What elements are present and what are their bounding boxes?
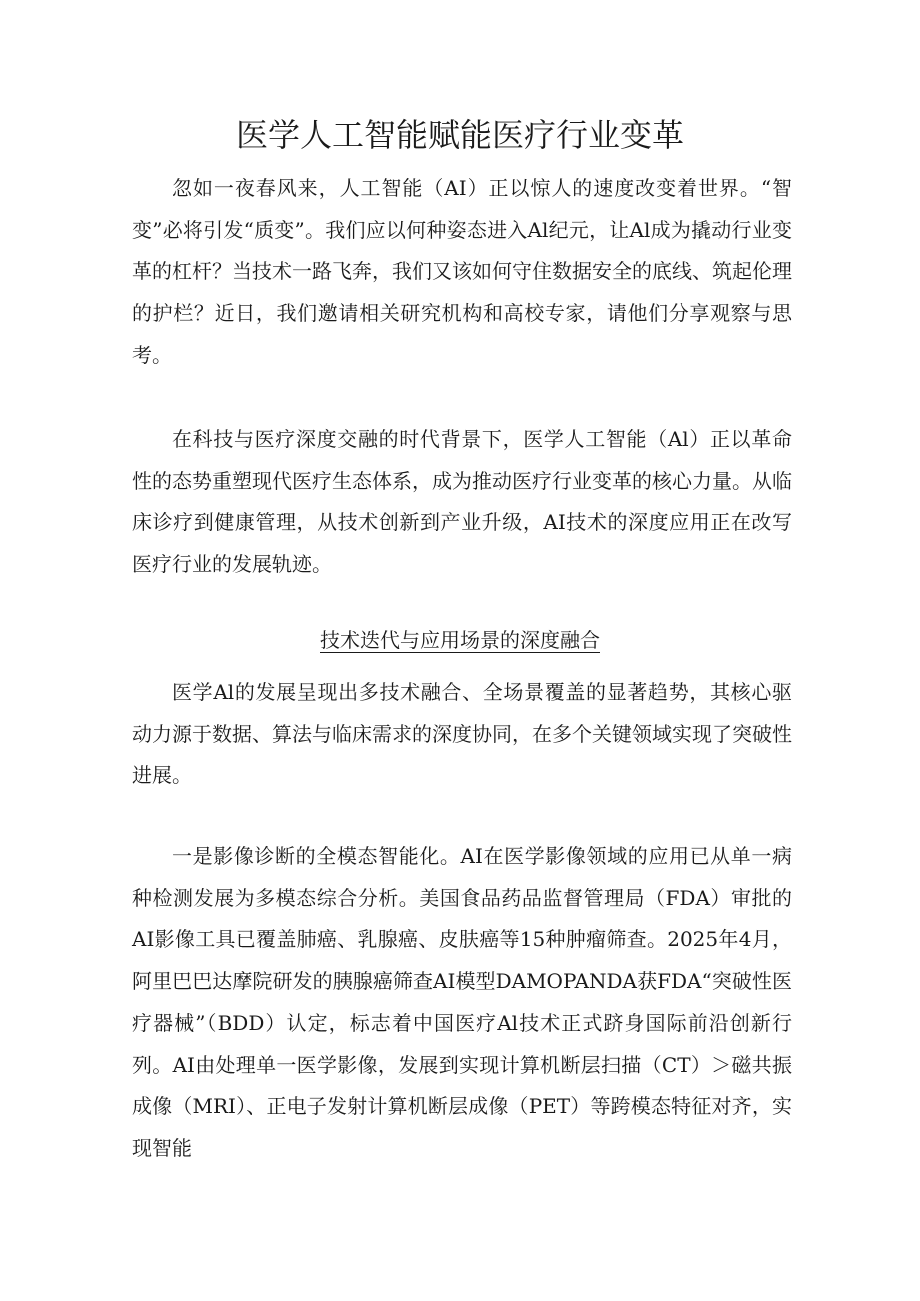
intro-paragraph-2: 在科技与医疗深度交融的时代背景下，医学人工智能（Al）正以革命性的态势重塑现代医疗生态体系，成为推动医疗行业变革的核心力量。从临床诊疗到健康管理，从技术创新到产业升级，AI技术的深度应用正在改写医疗行业的发展轨迹。 — [132, 427, 792, 577]
section-heading — [0, 622, 920, 658]
section-paragraph-1: 医学Al的发展呈现出多技术融合、全场景覆盖的显著趋势，其核心驱动力源于数据、算法与临床需求的深度协同，在多个关键领域实现了突破性进展。 — [132, 680, 792, 788]
section-heading-text: 技术迭代与应用场景的深度融合 — [320, 628, 600, 652]
document-title: 医学人工智能赋能医疗行业变革 — [235, 116, 684, 154]
section-paragraph-2: 一是影像诊断的全模态智能化。AI在医学影像领域的应用已从单一病种检测发展为多模态综合分析。美国食品药品监督管理局（FDA）审批的AI影像工具已覆盖肺癌、乳腺癌、皮肤癌等15种肿瘤筛查。2025年4月，阿里巴巴达摩院研发的胰腺癌筛查AI模型DAMOPANDA获FDA“突破性医疗器械”（BDD）认定，标志着中国医疗Al技术正式跻身国际前沿创新行列。AI由处理单一医学影像，发展到实现计算机断层扫描（CT）＞磁共振成像（MRI）、正电子发射计算机断层成像（PET）等跨模态特征对齐，实现智能 — [132, 844, 792, 1160]
intro-paragraph-1: 忽如一夜春风来，人工智能（AI）正以惊人的速度改变着世界。“智变”必将引发“质变”。我们应以何种姿态进入Al纪元，让Al成为撬动行业变革的杠杆？当技术一路飞奔，我们又该如何守住数据安全的底线、筑起伦理的护栏？近日，我们邀请相关研究机构和高校专家，请他们分享观察与思考。 — [132, 176, 792, 367]
